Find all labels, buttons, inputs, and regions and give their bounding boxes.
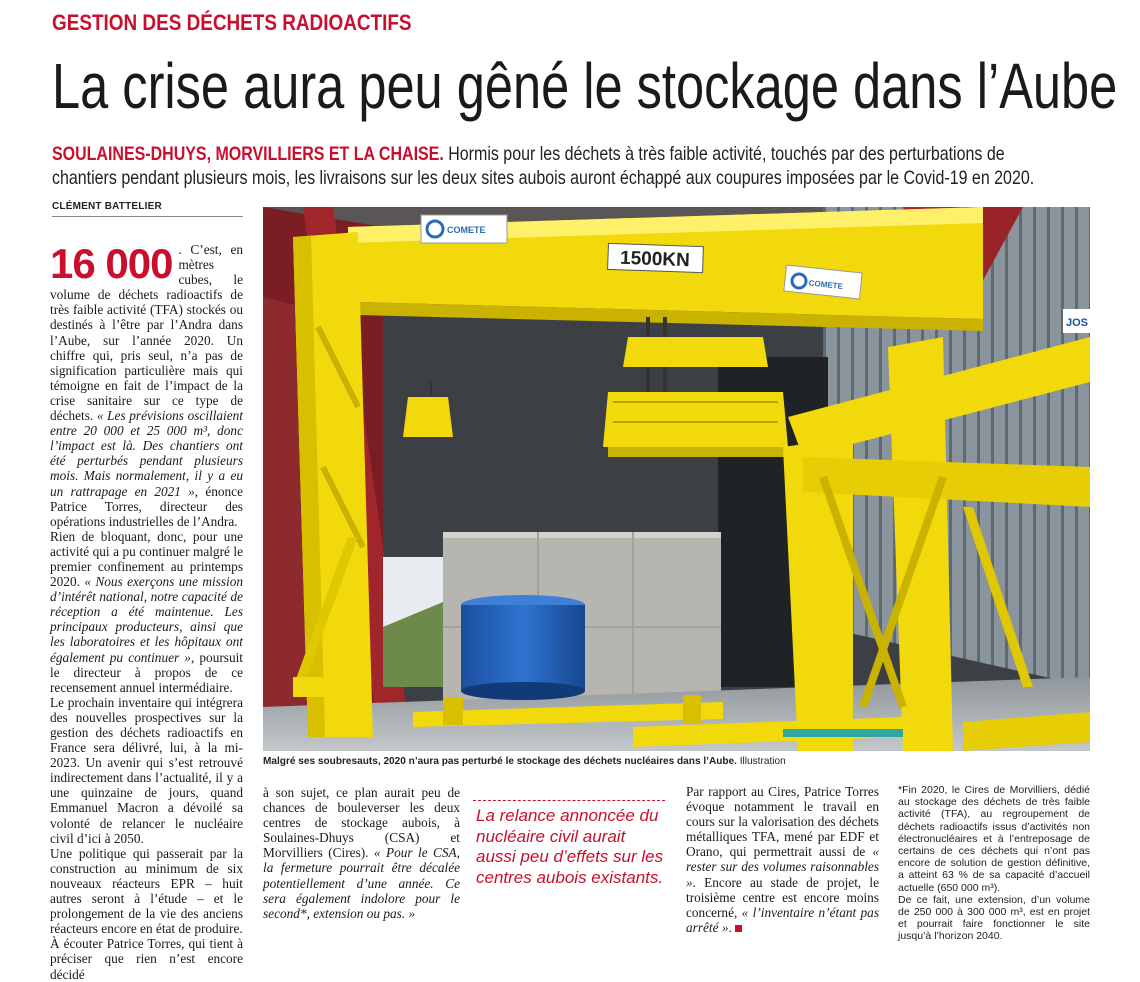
column-4-paragraph: [686, 784, 879, 935]
article-column-2: [263, 785, 460, 921]
end-of-article-mark: [735, 925, 742, 932]
column-4-text-a: Par rapport au Cires, Patrice Torres évoque notamment le travail en cours sur la valorisation des déchets métalliques TFA, mené par EDF et Orano, qui permettrait aussi de: [686, 784, 879, 860]
paragraph-2: [50, 529, 243, 695]
pull-quote: La relance annoncée du nucléaire civil aurait aussi peu d’effets sur les centres aubois existants.: [476, 806, 664, 887]
article-column-4: [686, 784, 879, 935]
paragraph-2-quote: « Nous exerçons une mission d’intérêt national, notre capacité de réception a été maintenue. Les principaux producteurs, ainsi que les laboratoires et les hôpitaux ont également pu continuer »: [50, 574, 244, 665]
article-column-1: [50, 242, 243, 982]
caption-credit: Illustration: [736, 755, 786, 767]
lead-big-number: 16 000: [50, 240, 173, 287]
footnote-paragraph-2: De ce fait, une extension, d’un volume de 250 000 à 300 000 m³, est en projet et pourrait faire fonctionner le site jusqu’à l’horizon 2040.: [898, 893, 1090, 943]
column-4-text-b: . Encore au stade de projet, le troisième centre est encore moins concerné,: [686, 874, 879, 920]
paragraph-2-text-b: , poursuit le directeur à propos de ce recensement annuel intermédiaire.: [50, 649, 243, 695]
standfirst: [52, 142, 1069, 190]
paragraph-1-text-b: , énonce Patrice Torres, directeur des opérations industrielles de l’Andra.: [50, 483, 243, 529]
column-4-quote-2: « l’inventaire n’étant pas arrêté »: [686, 904, 879, 935]
byline-divider: [52, 216, 243, 217]
side-sign: JOS: [1066, 317, 1089, 329]
paragraph-1-quote: « Les prévisions oscillaient entre 20 000 et 25 000 m³, donc l’impact est là. Des chantiers ont été perturbés pendant plusieurs mois. Mais normalement, il y a eu un rattrapage en 2021 »: [50, 408, 243, 499]
paragraph-4: Une politique qui passerait par la construction au minimum de six nouveaux réacteurs EPR – huit autres seront à l’étude – et le prolongement de la vie des anciens réacteurs encore en état de produire.: [50, 845, 243, 937]
footnote: [898, 784, 1090, 943]
column-2-quote: « Pour le CSA, la fermeture pourrait être décalée potentiellement d’une année. Ce sera également indolore pour le second*, extension ou pas. »: [263, 845, 460, 921]
standfirst-places: SOULAINES-DHUYS, MORVILLIERS ET LA CHAISE.: [52, 143, 444, 165]
crane-load-plate: 1500KN: [619, 247, 691, 272]
standfirst-text: Hormis pour les déchets à très faible activité, touchés par des perturbations de chantiers pendant plusieurs mois, les livraisons sur les deux sites aubois auront échappé aux coupures imposées par le Covid-19 en 2020.: [52, 143, 1035, 189]
byline: CLÉMENT BATTELIER: [52, 201, 162, 212]
column-2-paragraph: [263, 785, 460, 921]
footnote-paragraph-1: *Fin 2020, le Cires de Morvilliers, dédié au stockage des déchets de très faible activité (TFA), au regroupement de déchets radioactifs issus d’activités non électronucléaires et à l’entreposage de certains de ces déchets qui n’ont pas encore de solution de gestion définitive, a atteint 63 % de sa capacité d’accueil actuelle (650 000 m³).: [898, 784, 1090, 894]
paragraph-1: [50, 242, 243, 529]
crane-logo-2: COMETE: [808, 278, 844, 292]
crane-logo: COMETE: [447, 225, 486, 235]
caption-text: Malgré ses soubresauts, 2020 n’aura pas perturbé le stockage des déchets nucléaires dans l’Aube.: [263, 755, 737, 767]
photo-caption: [263, 755, 1057, 767]
paragraph-3: Le prochain inventaire qui intégrera des nouvelles prospectives sur la gestion des déchets radioactifs en France sera délivré, lui, à la mi-2023. Un avenir qui s’est retrouvé indirectement dans l’actualité, il y a une quinzaine de jours, quand Emmanuel Macron a dévoilé sa volonté de relancer le nucléaire civil d’ici à 2050.: [50, 694, 243, 846]
paragraph-1-text-a: . C’est, en mètres cubes, le volume de déchets radioactifs de très faible activité (TFA) stockés ou destinés à l’être par l’Andra dans l’Aube, sur l’année 2020. Un chiffre qui, pris seul, n’a pas de signification particulière mais qui témoigne en fait de l’impact de la crise sanitaire sur ce type de déchets.: [50, 242, 243, 424]
paragraph-2-text-a: Rien de bloquant, donc, pour une activité qui a pu continuer malgré le premier confinement au printemps 2020.: [50, 528, 243, 590]
rubric: GESTION DES DÉCHETS RADIOACTIFS: [52, 10, 412, 35]
column-4-text-c: .: [728, 919, 732, 935]
column-4-quote-1: « rester sur des volumes raisonnables »: [686, 844, 879, 890]
paragraph-5: À écouter Patrice Torres, qui tient à préciser que rien n’est encore décidé: [50, 936, 243, 982]
headline: La crise aura peu gêné le stockage dans l’Aube: [52, 50, 1118, 122]
column-2-text: à son sujet, ce plan aurait peu de chances de bouleverser les deux centres de stockage aubois, à Soulaines-Dhuys (CSA) et Morvilliers (Cires).: [263, 785, 460, 861]
crane-photo-illustration: [263, 207, 1090, 751]
pull-quote-divider: [473, 800, 665, 801]
article-photo: [263, 207, 1090, 751]
